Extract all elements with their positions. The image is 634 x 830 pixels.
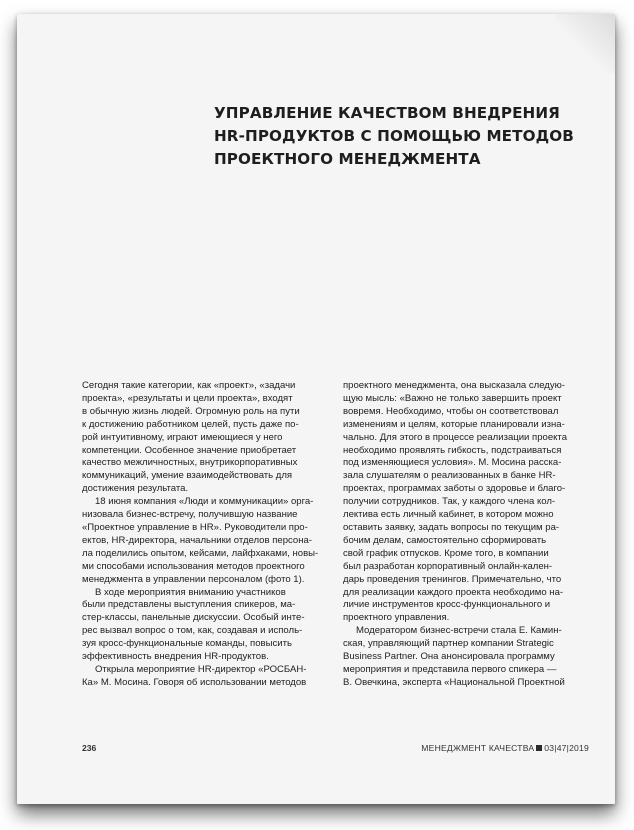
body-text-line: под изменяющиеся условия». М. Мосина расска- (343, 457, 562, 469)
body-text-line: проектного менеджмента, она высказала следую- (343, 380, 565, 391)
article-body-left-column (82, 380, 328, 690)
body-text-line: достижения результата. (82, 483, 189, 495)
body-text-line: для реализации каждого проекта необходимо на- (343, 586, 564, 598)
body-text-line: Сегодня такие категории, как «проект», «задачи (82, 380, 296, 391)
body-text-line: рой интуитивному, играют имеющиеся у него (82, 431, 283, 443)
article-title-line: УПРАВЛЕНИЕ КАЧЕСТВОМ ВНЕДРЕНИЯ (214, 104, 560, 122)
body-text-line: получии сотрудников. Так, у каждого члена кол- (343, 496, 556, 508)
body-text-line: 18 июня компания «Люди и коммуникации» орга- (95, 496, 314, 508)
body-text-line: лектива есть личный кабинет, в котором можно (343, 509, 554, 521)
body-text-line: Открыла мероприятие HR-директор «РОСБАН- (95, 663, 307, 675)
body-text-line: были представлены выступления спикеров, ма- (82, 599, 296, 611)
body-text-line: ская, управляющий партнер компании Strategic (343, 638, 554, 650)
body-text-line: чально. Для этого в процессе реализации проекта (343, 431, 567, 443)
body-text-line: необходимо проявлять гибкость, подстраиваться (343, 444, 562, 456)
body-text-line: в обычную жизнь людей. Огромную роль на пути (82, 405, 300, 417)
body-text-line: к достижению работником целей, пусть даже по- (82, 418, 299, 430)
body-text-line: «Проектное управление в HR». Руководители про- (82, 521, 308, 533)
body-text-line: Ка» М. Мосина. Говоря об использовании методов (82, 676, 307, 688)
body-text-line: коммуникаций, умение взаимодействовать для (82, 470, 293, 482)
body-text-line: был разработан корпоративный онлайн-кален- (343, 560, 553, 572)
journal-name: МЕНЕДЖМЕНТ КАЧЕСТВА (421, 743, 535, 753)
body-text-line: оставить заявку, задать вопросы по текущим ра- (343, 521, 560, 533)
body-text-line: Модератором бизнес-встречи стала Е. Камин- (356, 625, 562, 637)
body-text-line: ла поделились опытом, кейсами, лайфхаками, новы- (82, 547, 319, 559)
body-text-line: менеджмента в управлении персоналом (фото 1). (82, 573, 305, 585)
body-text-line: проекта», «результаты и цели проекта», входят (82, 392, 293, 404)
body-text-line: проектного управления. (343, 612, 450, 624)
body-text-line: вовремя. Необходимо, чтобы он соответствовал (343, 405, 559, 417)
journal-issue: 03|47|2019 (544, 743, 589, 753)
body-text-line: изменениям и целям, которые планировали изна- (343, 418, 565, 430)
body-text-line: В. Овечкина, эксперта «Национальной Проектной (343, 676, 565, 688)
page-number: 236 (82, 743, 97, 753)
body-text-line: В ходе мероприятия вниманию участников (95, 586, 286, 598)
body-text-line: проектах, программах заботы о здоровье и благо- (343, 483, 566, 495)
body-text-line: эффективность внедрения HR-продуктов. (82, 651, 269, 663)
square-separator-icon (536, 745, 542, 751)
article-title-line: ПРОЕКТНОГО МЕНЕДЖМЕНТА (214, 150, 481, 168)
body-text-line: мероприятия и представила первого спикера — (343, 663, 557, 675)
article-body-right-column (343, 380, 591, 690)
article-title (214, 102, 594, 171)
body-text-line: качество межличностных, внутрикорпоративных (82, 457, 298, 469)
body-text-line: ектов, HR-директора, начальники отделов персона- (82, 534, 312, 546)
body-text-line: рес вызвал вопрос о том, как, создавая и исполь- (82, 625, 303, 637)
body-text-line: низовала бизнес-встречу, получившую название (82, 509, 298, 521)
body-text-line: Business Partner. Она анонсировала программу (343, 651, 555, 663)
magazine-page (17, 14, 615, 804)
body-text-line: стер-классы, панельные дискуссии. Особый инте- (82, 612, 305, 624)
body-text-line: свой график отпусков. Кроме того, в компании (343, 547, 549, 559)
body-text-line: бочим делам, самостоятельно сформировать (343, 534, 547, 546)
body-text-line: компетенции. Особенное значение приобретает (82, 444, 297, 456)
body-text-line: ми способами использования методов проектного (82, 560, 305, 572)
body-text-line: зала слушателям о реализованных в банке HR- (343, 470, 556, 482)
journal-footer (421, 743, 589, 753)
body-text-line: дарь проведения тренингов. Примечательно, что (343, 573, 562, 585)
body-text-line: зуя кросс-функциональные команды, повысить (82, 638, 292, 650)
body-text-line: личие инструментов кросс-функционального и (343, 599, 551, 611)
article-title-line: HR-ПРОДУКТОВ С ПОМОЩЬЮ МЕТОДОВ (214, 127, 574, 145)
body-text-line: щую мысль: «Важно не только завершить проект (343, 392, 562, 404)
